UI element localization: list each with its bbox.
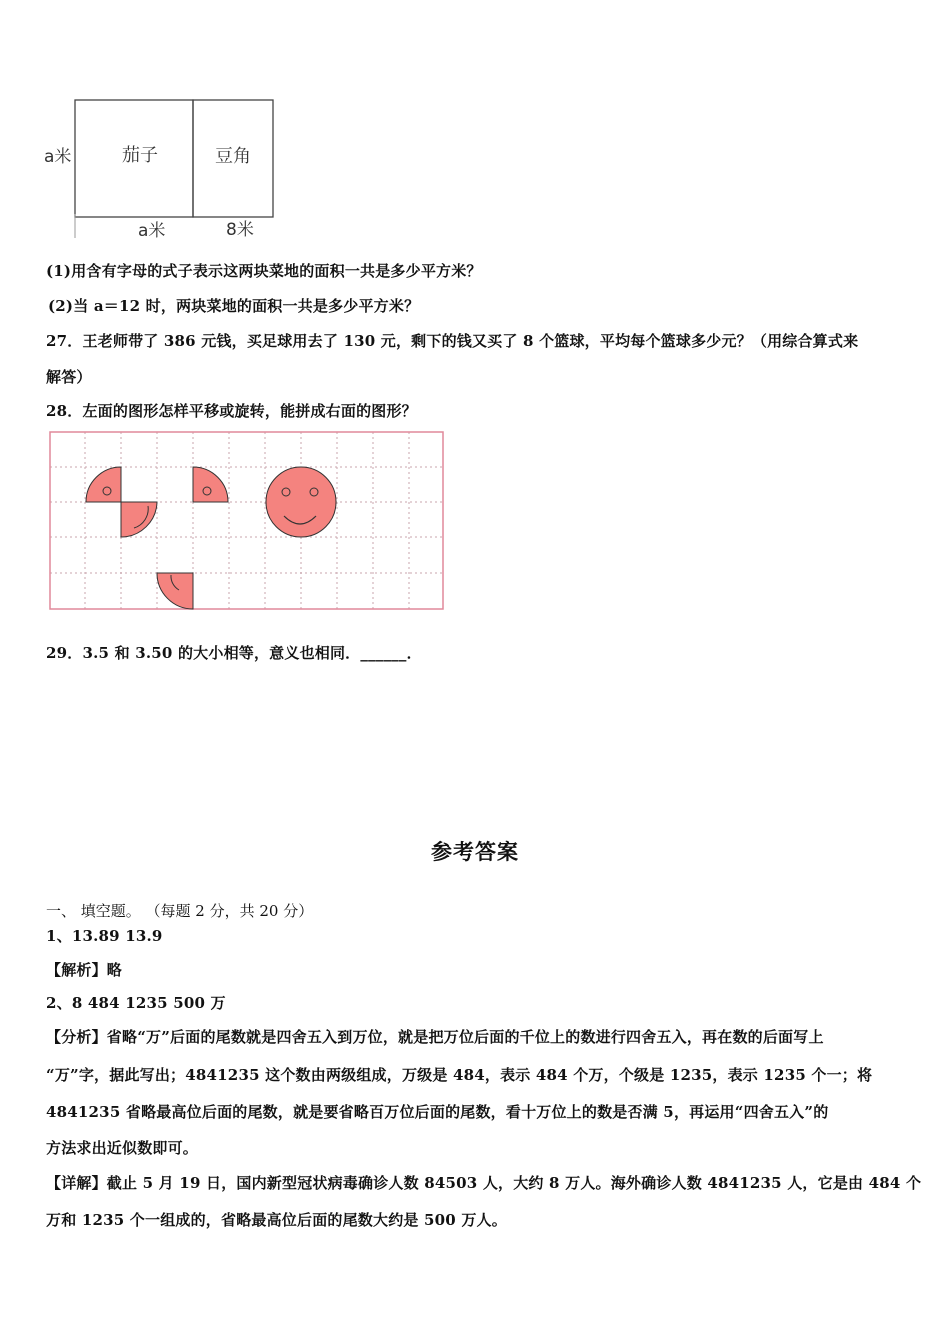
bean-label: 豆角 <box>215 146 251 167</box>
question-26-part-1: (1)用含有字母的式子表示这两块菜地的面积一共是多少平方米？ <box>46 262 482 280</box>
question-29: 29．3.5 和 3.50 的大小相等，意义也相同．______． <box>46 644 422 662</box>
eggplant-label: 茄子 <box>122 145 158 166</box>
left-side-label: a米 <box>44 147 72 167</box>
question-26-part-2: (2)当 a＝12 时，两块菜地的面积一共是多少平方米？ <box>48 297 420 315</box>
shape-piece-3 <box>193 467 228 502</box>
answer-2-analysis-line-4: 方法求出近似数即可。 <box>46 1139 199 1157</box>
vegetable-plot-figure <box>40 92 290 244</box>
smiley-face-target <box>266 467 336 537</box>
answer-1: 1、13.89 13.9 <box>46 927 163 945</box>
answer-2-analysis-line-2: “万”字，据此写出；4841235 这个数由两级组成，万级是 484，表示 484 个万，个级是 1235，表示 1235 个一；将 <box>46 1066 873 1084</box>
bottom-label-8: 8米 <box>226 220 254 240</box>
answers-title: 参考答案 <box>431 839 519 864</box>
bottom-label-a: a米 <box>138 221 166 241</box>
grid-puzzle-figure <box>48 430 446 612</box>
answer-2-analysis-line-1: 【分析】省略“万”后面的尾数就是四舍五入到万位，就是把万位后面的千位上的数进行四舍五入，再在数的后面写上 <box>46 1028 824 1046</box>
grid-dotted-lines <box>50 432 443 609</box>
shape-piece-1 <box>86 467 121 502</box>
shape-piece-2 <box>121 502 157 537</box>
answer-1-analysis: 【解析】略 <box>46 961 123 979</box>
question-27-line-2: 解答） <box>46 368 92 386</box>
question-27-line-1: 27．王老师带了 386 元钱，买足球用去了 130 元，剩下的钱又买了 8 个篮球，平均每个篮球多少元？（用综合算式来 <box>46 332 859 350</box>
answer-2-analysis-line-3: 4841235 省略最高位后面的尾数，就是要省略百万位后面的尾数，看十万位上的数是否满 5，再运用“四舍五入”的 <box>46 1103 829 1121</box>
answers-section-1: 一、 填空题。 （每题 2 分，共 20 分） <box>46 902 314 920</box>
answer-2-detail-line-1: 【详解】截止 5 月 19 日，国内新型冠状病毒确诊人数 84503 人，大约 8 万人。海外确诊人数 4841235 人，它是由 484 个 <box>46 1174 922 1192</box>
grid-border <box>50 432 443 609</box>
question-28: 28．左面的图形怎样平移或旋转，能拼成右面的图形？ <box>46 402 417 420</box>
answer-2: 2、8 484 1235 500 万 <box>46 994 226 1012</box>
shape-piece-4 <box>157 573 193 609</box>
answer-2-detail-line-2: 万和 1235 个一组成的，省略最高位后面的尾数大约是 500 万人。 <box>46 1211 507 1229</box>
